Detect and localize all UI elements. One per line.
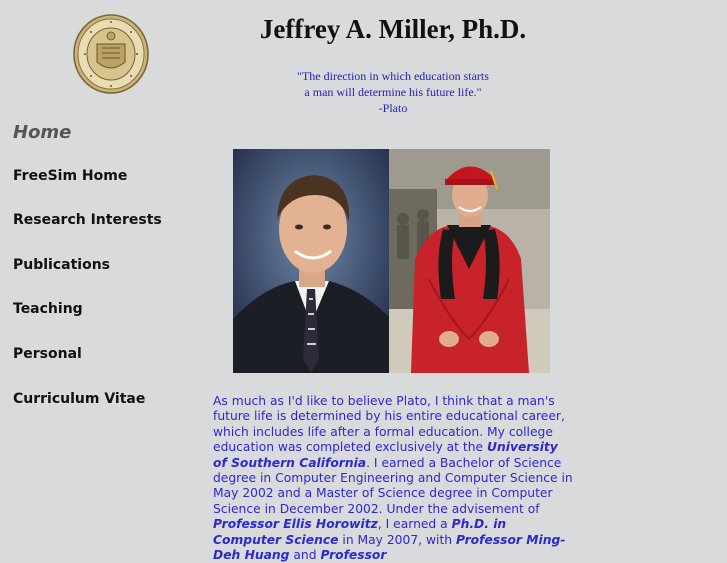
nav-item-publications[interactable]: Publications (13, 257, 111, 273)
nav-item-personal[interactable]: Personal (13, 346, 82, 362)
graduation-photo (389, 149, 550, 373)
horowitz-link[interactable]: Professor Ellis Horowitz (213, 517, 378, 532)
nav-item-teaching[interactable]: Teaching (13, 301, 83, 317)
nav-item-research[interactable]: Research Interests (13, 212, 162, 228)
nav-item-cv[interactable]: Curriculum Vitae (13, 391, 146, 407)
nav-item-home[interactable]: Home (13, 122, 72, 143)
huang-link[interactable]: Professor Ming-Deh Huang (213, 532, 566, 563)
bio-text-1: As much as I'd like to believe Plato, I think that a man's future life is determined by his entire educational career, which includes life after a formal education. My college education was completed exclusively at the (213, 394, 565, 455)
university-seal-icon (73, 14, 149, 94)
quote-line-1: "The direction in which education starts (297, 69, 489, 83)
bio-text-3: , I earned a (377, 517, 452, 532)
quote-author: -Plato (378, 101, 408, 115)
portrait-photo (233, 149, 389, 373)
phd-link[interactable]: Ph.D. in Computer Science (213, 517, 507, 547)
page-title: Jeffrey A. Miller, Ph.D. (259, 14, 527, 44)
bio-text-2: . I earned a Bachelor of Science degree in Computer Engineering and Computer Science in May 2002 and a Master of Science degree in Computer Science in December 2002. Under the advisement of (213, 455, 573, 516)
usc-link[interactable]: University of Southern California (213, 440, 558, 470)
plato-quote (233, 68, 553, 116)
nav-item-freesim[interactable]: FreeSim Home (13, 168, 128, 184)
bio-paragraph (213, 394, 573, 563)
quote-line-2: a man will determine his future life." (304, 85, 482, 99)
bio-text-4: in May 2007, with (338, 532, 456, 547)
professor-link[interactable]: Professor (320, 548, 387, 563)
bio-text-5: and (289, 548, 321, 563)
